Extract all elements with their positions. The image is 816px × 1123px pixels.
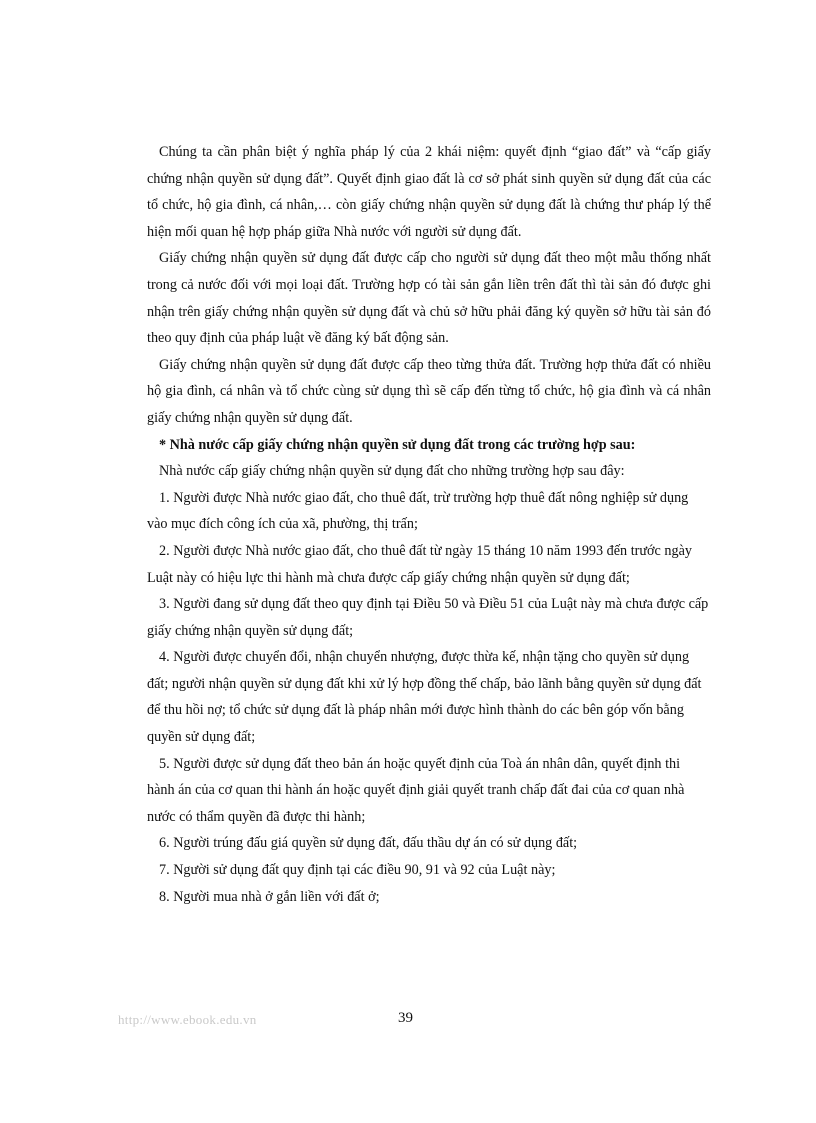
list-item-4: 4. Người được chuyển đổi, nhận chuyển nhượng, được thừa kế, nhận tặng cho quyền sử dụng đất; người nhận quyền sử dụng đất khi xử lý hợp đồng thế chấp, bảo lãnh bằng quyền sử dụng đất để thu hồi nợ; tổ chức sử dụng đất là pháp nhân mới được hình thành do các bên góp vốn bằng quyền sử dụng đất; (147, 649, 702, 746)
paragraph-1: Chúng ta cần phân biệt ý nghĩa pháp lý của 2 khái niệm: quyết định “giao đất” và “cấp giấy chứng nhận quyền sử dụng đất”. Quyết định giao đất là cơ sở phát sinh quyền sử dụng đất của các tổ chức, hộ gia đình, cá nhân,… còn giấy chứng nhận quyền sử dụng đất là chứng thư pháp lý thể hiện mối quan hệ hợp pháp giữa Nhà nước với người sử dụng đất. (147, 144, 711, 240)
list-item-1: 1. Người được Nhà nước giao đất, cho thuê đất, trừ trường hợp thuê đất nông nghiệp sử dụng vào mục đích công ích của xã, phường, thị trấn; (147, 489, 689, 533)
list-item-6: 6. Người trúng đấu giá quyền sử dụng đất, đấu thầu dự án có sử dụng đất; (159, 835, 578, 852)
list-item-2: 2. Người được Nhà nước giao đất, cho thuê đất từ ngày 15 tháng 10 năm 1993 đến trước ngày Luật này có hiệu lực thi hành mà chưa được cấp giấy chứng nhận quyền sử dụng đất; (147, 542, 692, 586)
footer-watermark-url: http://www.ebook.edu.vn (118, 1012, 257, 1027)
section-intro: Nhà nước cấp giấy chứng nhận quyền sử dụng đất cho những trường hợp sau đây: (159, 463, 625, 480)
paragraph-2: Giấy chứng nhận quyền sử dụng đất được cấp cho người sử dụng đất theo một mẫu thống nhất trong cả nước đối với mọi loại đất. Trường hợp có tài sản gắn liền trên đất thì tài sản đó được ghi nhận trên giấy chứng nhận quyền sử dụng đất và chủ sở hữu phải đăng ký quyền sở hữu tài sản đó theo quy định của pháp luật về đăng ký bất động sản. (147, 250, 711, 347)
section-heading: * Nhà nước cấp giấy chứng nhận quyền sử dụng đất trong các trường hợp sau: (159, 436, 636, 453)
paragraph-3: Giấy chứng nhận quyền sử dụng đất được cấp theo từng thửa đất. Trường hợp thửa đất có nhiều hộ gia đình, cá nhân và tổ chức cùng sử dụng thì sẽ cấp đến từng tổ chức, hộ gia đình và cá nhân giấy chứng nhận quyền sử dụng đất. (147, 356, 711, 426)
list-item-3: 3. Người đang sử dụng đất theo quy định tại Điều 50 và Điều 51 của Luật này mà chưa được cấp giấy chứng nhận quyền sử dụng đất; (147, 596, 709, 639)
list-item-8: 8. Người mua nhà ở gắn liền với đất ở; (159, 888, 380, 905)
page-number: 39 (398, 1010, 413, 1026)
page-body (147, 139, 711, 910)
list-item-7: 7. Người sử dụng đất quy định tại các điều 90, 91 và 92 của Luật này; (159, 862, 556, 879)
list-item-5: 5. Người được sử dụng đất theo bản án hoặc quyết định của Toà án nhân dân, quyết định thi hành án của cơ quan thi hành án hoặc quyết định giải quyết tranh chấp đất đai của cơ quan nhà nước có thẩm quyền đã được thi hành; (147, 755, 685, 825)
